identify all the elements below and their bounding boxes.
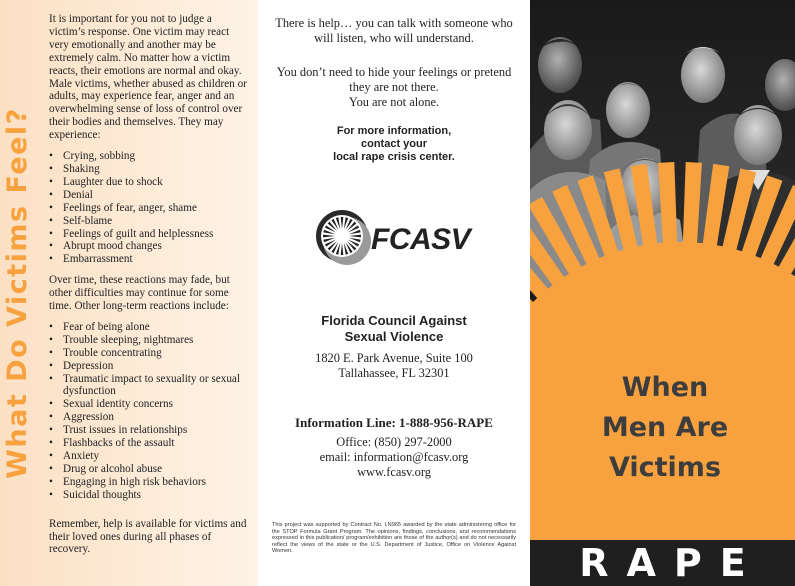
rape-banner: RAPE [530,540,795,586]
list-item: • Crying, sobbing [49,150,247,163]
cover-title [570,368,760,488]
list-item: • Self-blame [49,215,247,228]
reactions-list [49,150,247,266]
list-item: • Embarrassment [49,253,247,266]
organization-name [268,313,520,345]
fcasv-logo [311,205,491,267]
intro-paragraph: It is important for you not to judge a victim’s response. One victim may react very emotionally and another may be extremely calm. No matter how a victim reacts, their emotions are normal and okay. Male victims, whether abused as children or adults, may experience fear, anger and an overwhelming sense of loss of control over their bodies and themselves. They may experience: [49,13,247,142]
sunburst-logo-icon [311,205,373,267]
help-statement: There is help… you can talk with someone who will listen, who will understand. [275,16,513,45]
address-block [268,351,520,381]
left-body-text [49,13,247,564]
middle-panel [258,0,530,586]
title-line: When [621,372,709,403]
list-item: • Feelings of fear, anger, shame [49,202,247,215]
left-panel [0,0,258,586]
list-item: • Trouble sleeping, nightmares [49,334,247,347]
closing-paragraph: Remember, help is available for victims and their loved ones during all phases of recovery. [49,517,247,556]
website-url: www.fcasv.org [357,465,431,479]
more-info-block [268,125,520,164]
list-item: • Drug or alcohol abuse [49,463,247,476]
feelings-statement [266,65,522,110]
list-item: • Suicidal thoughts [49,489,247,502]
org-name-line: Sexual Violence [344,329,444,344]
office-phone: Office: (850) 297-2000 [336,435,452,449]
title-line: Men Are [601,412,729,443]
more-info-line: local rape crisis center. [333,151,455,163]
list-item: • Depression [49,360,247,373]
list-item: • Sexual identity concerns [49,398,247,411]
more-info-line: For more information, [336,125,452,137]
list-item: • Trust issues in relationships [49,424,247,437]
logo-wordmark: FCASV [371,223,471,256]
feelings-line: You don’t need to hide your feelings or pretend they are not there. [276,65,512,94]
not-alone-line: You are not alone. [348,95,440,109]
org-name-line: Florida Council Against [321,313,467,328]
title-line: Victims [608,452,722,483]
long-term-paragraph: Over time, these reactions may fade, but other difficulties may continue for some time. Other long-term reactions include: [49,274,230,313]
list-item: • Denial [49,189,247,202]
list-item: • Shaking [49,163,247,176]
list-item: • Abrupt mood changes [49,240,247,253]
long-term-list [49,321,247,502]
information-line: Information Line: 1-888-956-RAPE [295,415,493,430]
list-item: • Traumatic impact to sexuality or sexual dysfunction [49,373,247,399]
list-item: • Anxiety [49,450,247,463]
list-item: • Feelings of guilt and helplessness [49,228,247,241]
list-item: • Fear of being alone [49,321,247,334]
list-item: • Trouble concentrating [49,347,247,360]
right-panel-cover [530,0,795,586]
list-item: • Aggression [49,411,247,424]
address-line: 1820 E. Park Avenue, Suite 100 [315,351,473,365]
vertical-section-title: What Do Victims Feel? [2,107,33,479]
contact-block [268,435,520,480]
email-address: email: information@fcasv.org [319,450,469,464]
more-info-line: contact your [360,138,427,150]
address-line: Tallahassee, FL 32301 [338,366,450,380]
grant-disclaimer: This project was supported by Contract No. LN965 awarded by the state administering office for the STOP Formula Grant Program. The opinions, findings, conclusions, and recommendations expressed in this publication/ program/exhibition are those of the author(s) and do not necessarily reflect the views of the state or the U.S. Department of Justice, Office on Violence Against Women. [272,522,516,555]
list-item: • Engaging in high risk behaviors [49,476,247,489]
list-item: • Flashbacks of the assault [49,437,247,450]
list-item: • Laughter due to shock [49,176,247,189]
